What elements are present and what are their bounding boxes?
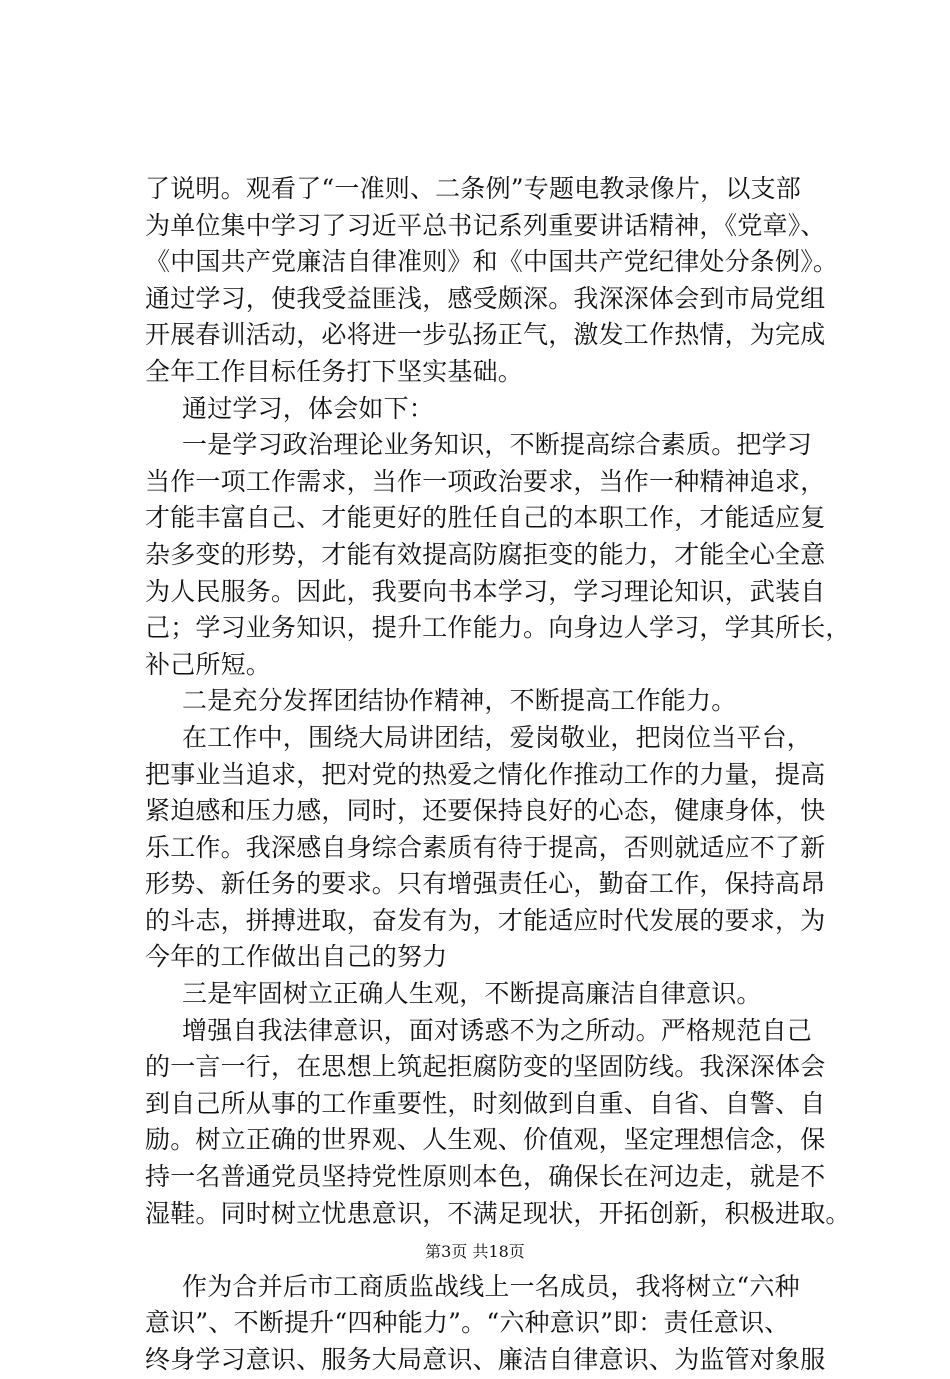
text-line: 把事业当追求，把对党的热爱之情化作推动工作的力量，提高 — [145, 759, 826, 789]
text-line: 《中国共产党廉洁自律准则》和《中国共产党纪律处分条例》。 — [145, 247, 839, 277]
text-line: 三是牢固树立正确人生观，不断提高廉洁自律意识。 — [182, 979, 762, 1009]
text-line: 意识”、不断提升“四种能力”。“六种意识”即：责任意识、 — [145, 1308, 790, 1338]
text-line: 通过学习，使我受益匪浅，感受颇深。我深深体会到市局党组 — [145, 283, 826, 313]
text-line: 通过学习，体会如下： — [182, 393, 435, 423]
text-line: 在工作中，围绕大局讲团结，爱岗敬业，把岗位当平台， — [182, 722, 813, 752]
text-line: 杂多变的形势，才能有效提高防腐拒变的能力，才能全心全意 — [145, 539, 826, 569]
text-line: 才能丰富自己、才能更好的胜任自己的本职工作，才能适应复 — [145, 503, 826, 533]
text-line: 持一名普通党员坚持党性原则本色，确保长在河边走，就是不 — [145, 1162, 826, 1192]
text-line: 的斗志，拼搏进取，奋发有为，才能适应时代发展的要求，为 — [145, 905, 826, 935]
text-line: 作为合并后市工商质监战线上一名成员，我将树立“六种 — [182, 1271, 800, 1301]
text-line: 的一言一行，在思想上筑起拒腐防变的坚固防线。我深深体会 — [145, 1052, 826, 1082]
body-text — [145, 171, 851, 1379]
text-line: 为单位集中学习了习近平总书记系列重要讲话精神，《党章》、 — [145, 210, 826, 240]
text-line: 补己所短。 — [145, 649, 272, 679]
page-number-footer: 第3页 共18页 — [425, 1242, 525, 1261]
text-line: 今年的工作做出自己的努力 — [145, 942, 448, 972]
text-line: 终身学习意识、服务大局意识、廉洁自律意识、为监管对象服 — [145, 1345, 826, 1374]
text-line: 形势、新任务的要求。只有增强责任心，勤奋工作，保持高昂 — [145, 869, 826, 899]
text-line: 当作一项工作需求，当作一项政治要求，当作一种精神追求， — [145, 466, 826, 496]
text-line: 湿鞋。同时树立忧患意识，不满足现状，开拓创新，积极进取。 — [145, 1198, 851, 1228]
text-line: 一是学习政治理论业务知识，不断提高综合素质。把学习 — [182, 430, 813, 460]
text-line: 开展春训活动，必将进一步弘扬正气，激发工作热情，为完成 — [145, 320, 826, 350]
text-line: 励。树立正确的世界观、人生观、价值观，坚定理想信念，保 — [145, 1125, 826, 1155]
text-line: 二是充分发挥团结协作精神，不断提高工作能力。 — [182, 686, 737, 716]
text-line: 紧迫感和压力感，同时，还要保持良好的心态，健康身体，快 — [145, 796, 826, 826]
text-line: 了说明。观看了“一准则、二条例”专题电教录像片，以支部 — [145, 174, 801, 203]
text-line: 己；学习业务知识，提升工作能力。向身边人学习，学其所长， — [145, 613, 851, 643]
text-line: 为人民服务。因此，我要向书本学习，学习理论知识，武装自 — [145, 576, 826, 606]
text-line: 到自己所从事的工作重要性，时刻做到自重、自省、自警、自 — [145, 1088, 826, 1118]
text-line: 乐工作。我深感自身综合素质有待于提高，否则就适应不了新 — [145, 832, 826, 862]
text-line: 增强自我法律意识，面对诱惑不为之所动。严格规范自己 — [182, 1015, 813, 1045]
text-line: 全年工作目标任务打下坚实基础。 — [145, 356, 524, 386]
